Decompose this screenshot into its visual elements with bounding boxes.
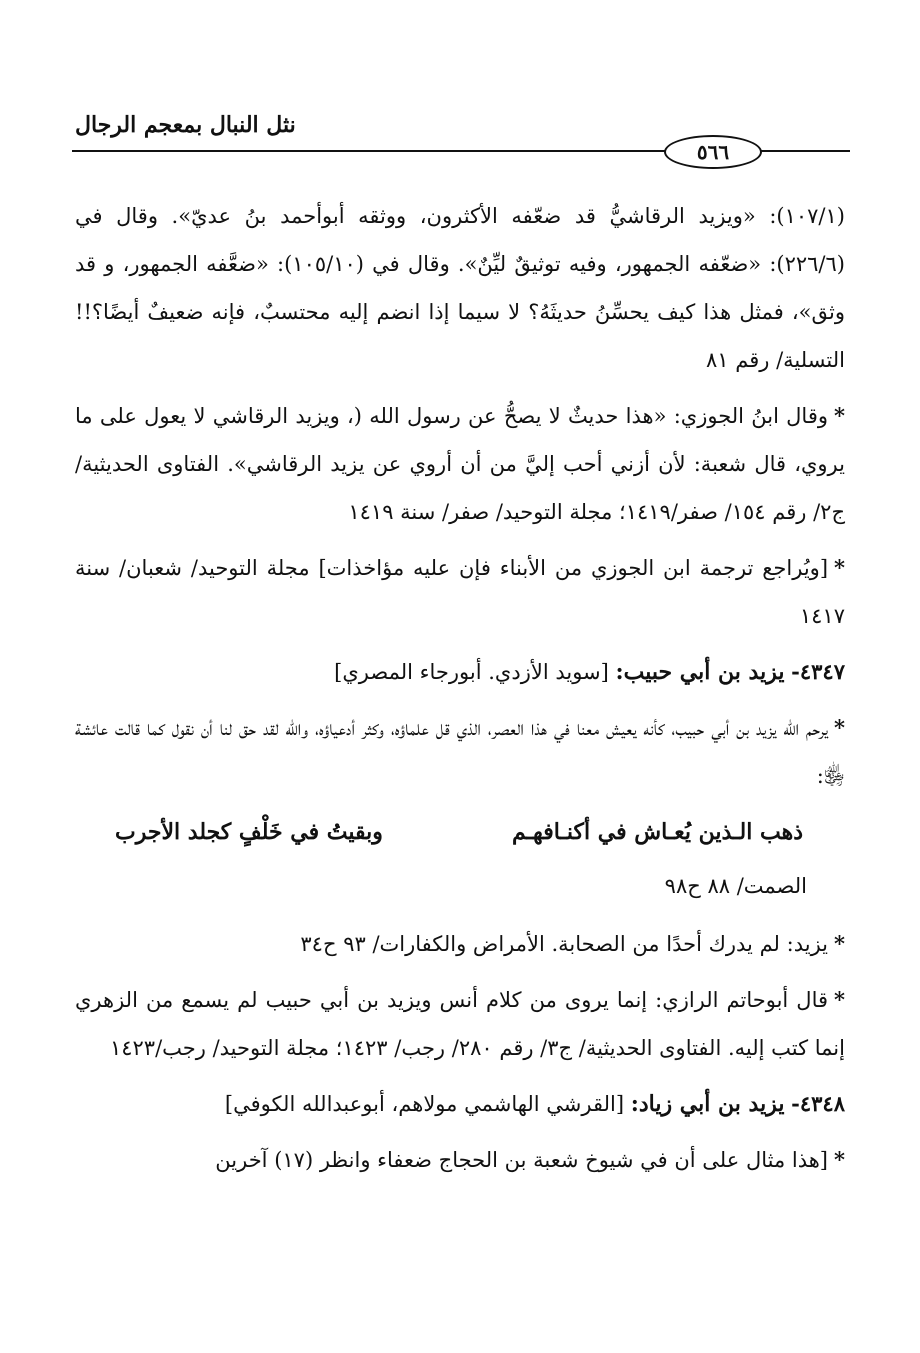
poem-hemistich-2: وبقيتُ في خَلْفٍ كجلد الأجرب bbox=[115, 819, 383, 845]
entry-description: [القرشي الهاشمي مولاهم، أبوعبدالله الكوفي] bbox=[224, 1092, 625, 1116]
paragraph-5-text: يزيد: لم يدرك أحدًا من الصحابة. الأمراض والكفارات/ ٩٣ ح٣٤ bbox=[300, 932, 829, 956]
entry-number: ٤٣٤٨- bbox=[791, 1091, 845, 1116]
page-body bbox=[75, 192, 845, 1192]
paragraph-7-text: [هذا مثال على أن في شيوخ شعبة بن الحجاج ضعفاء وانظر (١٧) آخرين bbox=[215, 1148, 829, 1172]
bullet-star: * bbox=[834, 403, 845, 428]
paragraph-7 bbox=[75, 1136, 845, 1184]
bullet-star: * bbox=[834, 715, 845, 740]
paragraph-2-text: وقال ابنُ الجوزي: «هذا حديثٌ لا يصحُّ عن رسول الله (، ويزيد الرقاشي لا يعول على ما يروي، قال شعبة: لأن أزني أحب إليَّ من أن أروي عن يزيد الرقاشي». الفتاوى الحديثية/ ج٢/ رقم ١٥٤/ صفر/١٤١٩؛ مجلة التوحيد/ صفر/ سنة ١٤١٩ bbox=[75, 404, 845, 524]
bullet-star: * bbox=[834, 555, 845, 580]
bullet-star: * bbox=[834, 987, 845, 1012]
running-header-title: نثل النبال بمعجم الرجال bbox=[75, 112, 296, 138]
paragraph-6 bbox=[75, 976, 845, 1072]
page-number: ٥٦٦ bbox=[664, 135, 762, 169]
entry-description: [سويد الأزدي. أبورجاء المصري] bbox=[334, 660, 609, 684]
bullet-star: * bbox=[834, 1147, 845, 1172]
entry-name: يزيد بن أبي زياد: bbox=[630, 1091, 785, 1117]
poem-hemistich-1: ذهب الـذين يُعـاش في أكنـافهـم bbox=[511, 819, 803, 845]
entry-4348 bbox=[75, 1080, 845, 1128]
paragraph-3-text: [ويُراجع ترجمة ابن الجوزي من الأبناء فإن عليه مؤاخذات] مجلة التوحيد/ شعبان/ سنة ١٤١٧ bbox=[75, 556, 845, 628]
paragraph-4 bbox=[75, 704, 845, 800]
paragraph-4-text: يرحم الله يزيد بن أبي حبيب، كأنه يعيش معنا في هذا العصر، الذي قل علماؤه، وكثر أدعياؤه، والله لقد حق لنا أن نقول كما قالت عائشة ﵂: bbox=[75, 716, 845, 788]
entry-4347 bbox=[75, 648, 845, 696]
bullet-star: * bbox=[834, 931, 845, 956]
paragraph-3 bbox=[75, 544, 845, 640]
paragraph-6-text: قال أبوحاتم الرازي: إنما يروى من كلام أنس ويزيد بن أبي حبيب لم يسمع من الزهري إنما كتب إليه. الفتاوى الحديثية/ ج٣/ رقم ٢٨٠/ رجب/ ١٤٢٣؛ مجلة التوحيد/ رجب/١٤٢٣ bbox=[75, 988, 845, 1060]
poem-source: الصمت/ ٨٨ ح٩٨ bbox=[664, 874, 807, 898]
entry-name: يزيد بن أبي حبيب: bbox=[615, 659, 785, 685]
entry-number: ٤٣٤٧- bbox=[791, 659, 845, 684]
paragraph-1: (١٠٧/١): «ويزيد الرقاشيُّ قد ضعّفه الأكثرون، ووثقه أبوأحمد بنُ عديّ». وقال في (٢٢٦/٦): «ضعّفه الجمهور، وفيه توثيقٌ ليِّنٌ». وقال في (١٠٥/١٠): «ضعَّفه الجمهور، و قد وثق»، فمثل هذا كيف يحسِّنُ حديثَهُ؟ لا سيما إذا انضم إليه محتسبٌ، فإنه ضعيفٌ أيضًا؟!! التسلية/ رقم ٨١ bbox=[75, 204, 845, 372]
paragraph-2 bbox=[75, 392, 845, 536]
poem-verse bbox=[75, 808, 845, 856]
paragraph-5 bbox=[75, 920, 845, 968]
